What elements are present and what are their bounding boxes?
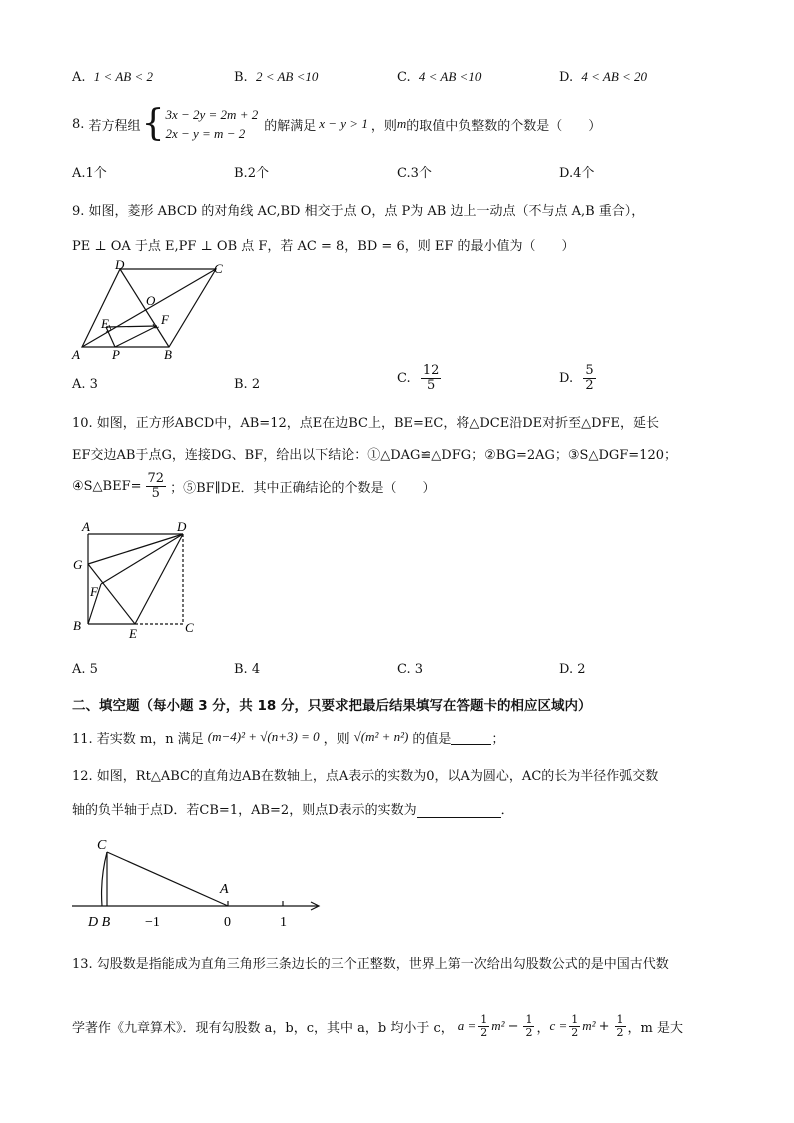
q9-option-b: B. 2 bbox=[234, 377, 261, 392]
q10-label-g: G bbox=[73, 557, 83, 572]
q11-expression: (m−4)² + √(n+3) = 0 bbox=[207, 729, 320, 744]
q12-answer-blank[interactable] bbox=[417, 803, 501, 818]
q12-line-1: 12. 如图，Rt△ABC的直角边AB在数轴上，点A表示的实数为0，以A为圆心，AC的长为半径作弧交数 bbox=[72, 769, 659, 784]
brace: { bbox=[141, 103, 165, 144]
q10-option-b: B. 4 bbox=[234, 662, 261, 677]
q10-option-a: A. 5 bbox=[72, 662, 98, 677]
q9-label-d: D bbox=[115, 258, 125, 272]
q10-label-e: E bbox=[129, 626, 137, 641]
q8-stem: 8. 若方程组 { 3x − 2y = 2m + 2 2x − y = m − 2 的解满足 x − y > 1 ，则 m 的取值中负整数的个数是（ ） bbox=[72, 103, 602, 144]
q9-label-a: A bbox=[72, 347, 80, 362]
q8-option-b: B.2个 bbox=[234, 166, 269, 181]
q8-equation-1: 3x − 2y = 2m + 2 bbox=[165, 107, 259, 122]
q12-tick-minus-1: −1 bbox=[145, 915, 160, 930]
q12-label-c: C bbox=[97, 838, 107, 853]
q12-tick-0: 0 bbox=[224, 915, 231, 930]
q11-answer-blank[interactable] bbox=[451, 730, 491, 745]
q9-line-2: PE ⊥ OA 于点 E,PF ⊥ OB 点 F，若 AC = 8，BD = 6，则 EF 的最小值为（ ） bbox=[72, 239, 575, 254]
q9-rhombus-figure bbox=[70, 258, 240, 364]
q10-option-d: D. 2 bbox=[559, 662, 586, 677]
q10-square-figure bbox=[70, 516, 200, 644]
q7-option-c: C. 4 < AB <10 bbox=[397, 69, 482, 85]
q11-expression-2: √(m² + n²) bbox=[353, 729, 409, 744]
q9-label-o: O bbox=[146, 293, 156, 308]
q7-option-d: D. 4 < AB < 20 bbox=[559, 69, 648, 85]
q12-number-line-figure bbox=[70, 832, 330, 932]
q9-label-f: F bbox=[161, 312, 169, 327]
q10-line-2: EF交边AB于点G，连接DG、BF，给出以下结论：①△DAG≌△DFG；②BG=2AG；③S△DGF=120； bbox=[72, 448, 677, 463]
q9-label-c: C bbox=[214, 261, 223, 276]
q12-tick-1: 1 bbox=[280, 915, 287, 930]
q9-line-1: 9. 如图，菱形 ABCD 的对角线 AC,BD 相交于点 O，点 P为 AB 边上一动点（不与点 A,B 重合）， bbox=[72, 204, 645, 219]
q13-line-2: 学著作《九章算术》．现有勾股数 a，b，c，其中 a，b 均小于 c， a = $\frac{1}{2}$ m² − $\frac{1}{2}$ ， c = $\frac{1}{2}$ m² + $\frac{1}{2}$ ，m 是大 bbox=[72, 1012, 683, 1039]
q8-option-c: C.3个 bbox=[397, 166, 432, 181]
q9-option-c: C. $\frac{12}{5}$ bbox=[397, 363, 440, 393]
q9-label-b: B bbox=[164, 347, 172, 362]
q8-equation-2: 2x − y = m − 2 bbox=[165, 126, 246, 141]
q8-option-a: A.1个 bbox=[72, 166, 107, 181]
q10-label-b: B bbox=[73, 618, 81, 633]
q9-option-a: A. 3 bbox=[72, 377, 98, 392]
q12-label-a: A bbox=[220, 882, 229, 897]
q12-label-db: D B bbox=[88, 915, 111, 930]
q7-option-a: A. 1 < AB < 2 bbox=[72, 69, 153, 85]
q11-stem: 11. 若实数 m，n 满足 (m−4)² + √(n+3) = 0 ，则 √(m² + n²) 的值是 ； bbox=[72, 729, 505, 747]
q12-line-2: 轴的负半轴于点D．若CB=1，AB=2，则点D表示的实数为 ． bbox=[72, 803, 514, 818]
q10-line-1: 10. 如图，正方形ABCD中，AB=12，点E在边BC上，BE=EC，将△DCE沿DE对折至△DFE，延长 bbox=[72, 416, 660, 431]
q9-label-e: E bbox=[101, 316, 109, 331]
q8-option-d: D.4个 bbox=[559, 166, 595, 181]
q10-label-f: F bbox=[90, 584, 98, 599]
section-2-heading: 二、填空题（每小题 3 分，共 18 分，只要求把最后结果填写在答题卡的相应区域内） bbox=[72, 698, 592, 714]
q10-label-a: A bbox=[82, 519, 90, 534]
q10-label-d: D bbox=[177, 519, 187, 534]
q10-label-c: C bbox=[185, 620, 194, 635]
q10-line-3: ④S△BEF= $\frac{72}{5}$ ；⑤BF∥DE．其中正确结论的个数是（ ） bbox=[72, 470, 436, 501]
q9-option-d: D. $\frac{5}{2}$ bbox=[559, 363, 594, 393]
q7-option-b: B. 2 < AB <10 bbox=[234, 69, 319, 85]
q13-line-1: 13. 勾股数是指能成为直角三角形三条边长的三个正整数，世界上第一次给出勾股数公式的是中国古代数 bbox=[72, 957, 669, 972]
q9-label-p: P bbox=[112, 347, 120, 362]
q10-option-c: C. 3 bbox=[397, 662, 424, 677]
